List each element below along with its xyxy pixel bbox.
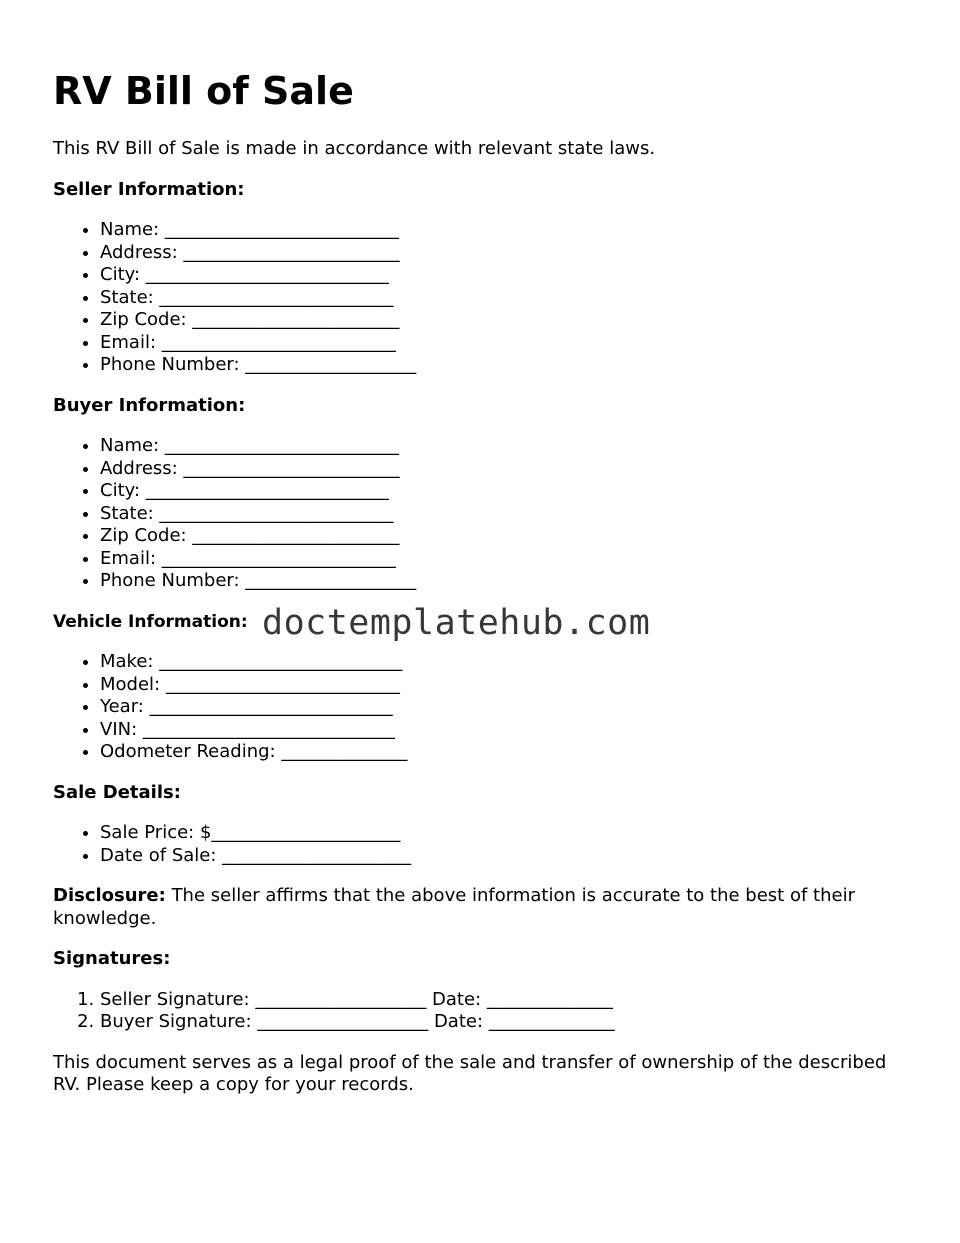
vehicle-fields-list bbox=[53, 651, 913, 764]
buyer-heading: Buyer Information: bbox=[53, 394, 246, 416]
sale-heading: Sale Details: bbox=[53, 781, 181, 803]
seller-address-field: • Address: ________________________ bbox=[100, 242, 913, 265]
signatures-list bbox=[53, 989, 913, 1034]
buyer-zip-field: • Zip Code: _______________________ bbox=[100, 525, 913, 548]
buyer-city-field: • City: ___________________________ bbox=[100, 480, 913, 503]
seller-signature-line: 1. Seller Signature: ___________________ Date: ______________ bbox=[100, 989, 913, 1012]
intro-paragraph: This RV Bill of Sale is made in accordance with relevant state laws. bbox=[53, 138, 656, 159]
document-page bbox=[53, 0, 913, 1097]
seller-heading: Seller Information: bbox=[53, 178, 245, 200]
document-title: RV Bill of Sale bbox=[53, 69, 354, 113]
buyer-email-field: • Email: __________________________ bbox=[100, 548, 913, 571]
vehicle-model-field: • Model: __________________________ bbox=[100, 674, 913, 697]
buyer-name-field: • Name: __________________________ bbox=[100, 435, 913, 458]
vehicle-odometer-field: • Odometer Reading: ______________ bbox=[100, 741, 913, 764]
vehicle-year-field: • Year: ___________________________ bbox=[100, 696, 913, 719]
buyer-signature-line: 2. Buyer Signature: ___________________ Date: ______________ bbox=[100, 1011, 913, 1034]
buyer-address-field: • Address: ________________________ bbox=[100, 458, 913, 481]
sale-date-field: • Date of Sale: _____________________ bbox=[100, 845, 913, 868]
sale-fields-list bbox=[53, 822, 913, 867]
seller-zip-field: • Zip Code: _______________________ bbox=[100, 309, 913, 332]
vehicle-vin-field: • VIN: ____________________________ bbox=[100, 719, 913, 742]
vehicle-heading: Vehicle Information: bbox=[53, 611, 248, 632]
closing-paragraph: This document serves as a legal proof of the sale and transfer of ownership of the described RV. Please keep a copy for your records. bbox=[53, 1051, 887, 1095]
buyer-fields-list bbox=[53, 435, 913, 593]
buyer-phone-field: • Phone Number: ___________________ bbox=[100, 570, 913, 593]
disclosure-paragraph bbox=[53, 885, 913, 930]
seller-name-field: • Name: __________________________ bbox=[100, 219, 913, 242]
disclosure-label: Disclosure: bbox=[53, 885, 166, 906]
disclosure-text: The seller affirms that the above information is accurate to the best of their knowledge. bbox=[53, 885, 855, 929]
seller-state-field: • State: __________________________ bbox=[100, 287, 913, 310]
vehicle-make-field: • Make: ___________________________ bbox=[100, 651, 913, 674]
buyer-state-field: • State: __________________________ bbox=[100, 503, 913, 526]
seller-email-field: • Email: __________________________ bbox=[100, 332, 913, 355]
seller-city-field: • City: ___________________________ bbox=[100, 264, 913, 287]
signatures-heading: Signatures: bbox=[53, 948, 171, 969]
sale-price-field: • Sale Price: $_____________________ bbox=[100, 822, 913, 845]
watermark-text: doctemplatehub.com bbox=[262, 603, 651, 643]
seller-phone-field: • Phone Number: ___________________ bbox=[100, 354, 913, 377]
seller-fields-list bbox=[53, 219, 913, 377]
